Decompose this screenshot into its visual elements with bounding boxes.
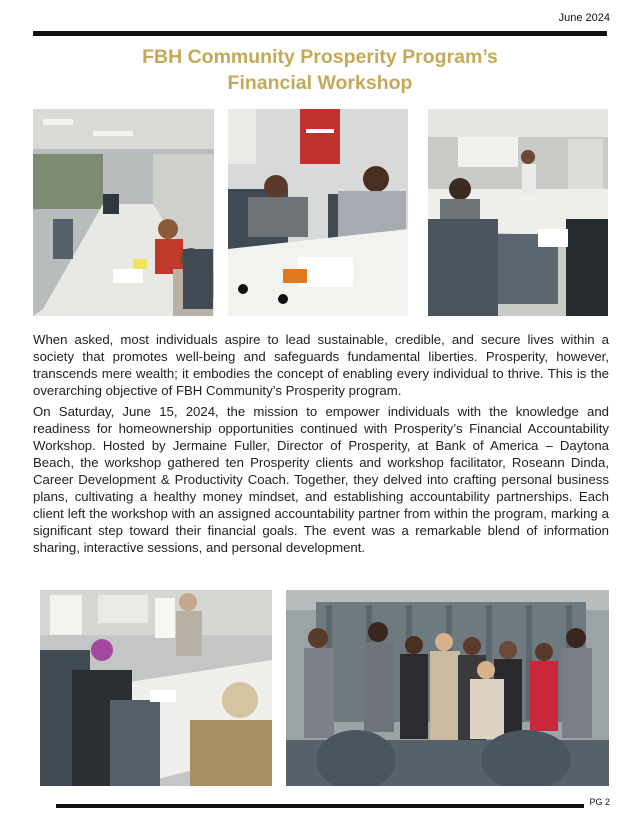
date-label: June 2024 [558,12,610,24]
title-line-2: Financial Workshop [227,72,413,94]
workshop-room-photo [33,109,214,316]
participants-writing-photo [228,109,408,316]
intro-paragraph: When asked, most individuals aspire to lead sustainable, credible, and secure lives within a society that promotes well-being and safeguards fundamental liberties. Prosperity, however, transcends mere wealth; it embodies the concept of enabling every individual to thrive. This is the overarching objective of FBH Community’s Prosperity program. [33,332,609,398]
facilitator-speaking-photo [40,590,272,786]
page-title [0,44,640,96]
bottom-rule [56,804,584,808]
title-line-1: FBH Community Prosperity Program’s [142,46,498,68]
page-number: PG 2 [589,797,610,807]
classroom-wide-photo [428,109,608,316]
group-portrait-photo [286,590,609,786]
event-paragraph: On Saturday, June 15, 2024, the mission to empower individuals with the knowledge and readiness for homeownership opportunities continued with Prosperity’s Financial Accountability Workshop. Hosted by Jermaine Fuller, Director of Prosperity, at Bank of America – Daytona Beach, the workshop gathered ten Prosperity clients and workshop facilitator, Roseann Dinda, Career Development & Productivity Coach. Together, they delved into crafting personal business plans, cultivating a healthy money mindset, and establishing accountability partnerships. Each client left the workshop with an assigned accountability partner from within the program, marking a significant step toward their financial goals. The event was a remarkable blend of information sharing, interactive sessions, and personal development. [33,404,609,555]
top-rule [33,31,607,36]
